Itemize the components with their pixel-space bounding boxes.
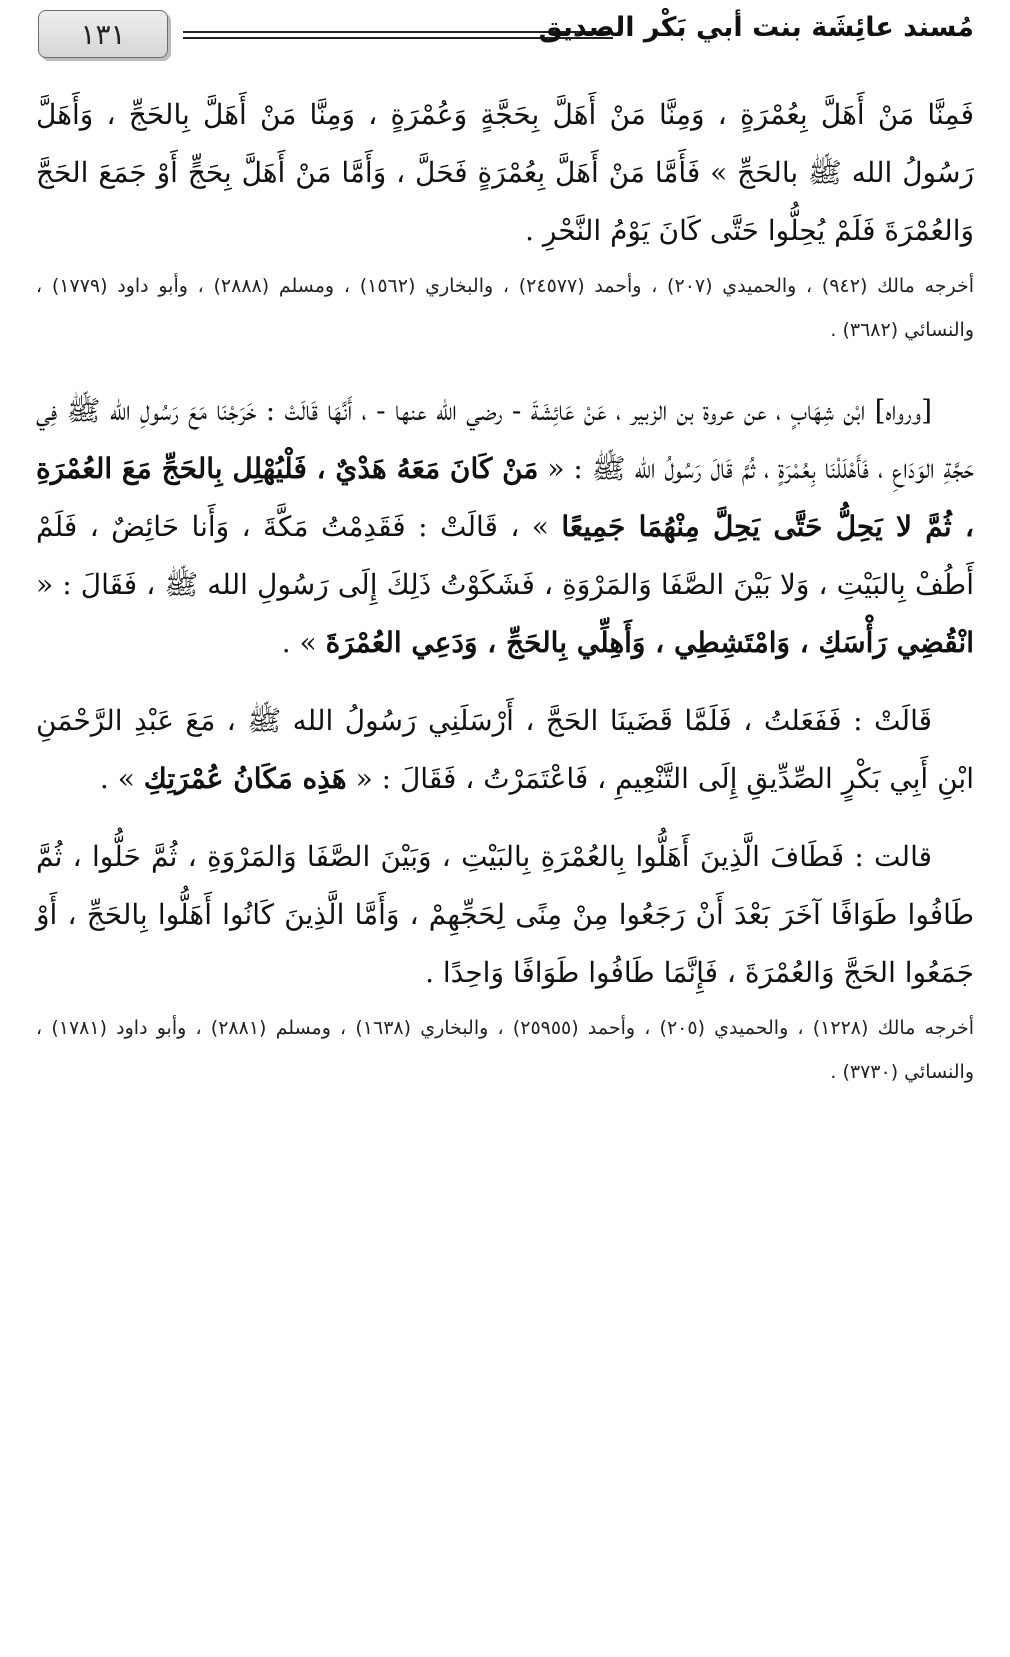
paragraph-2	[36, 382, 974, 672]
hadith-quote-2: انْقُضِي رَأْسَكِ ، وَامْتَشِطِي ، وَأَهِلِّي بِالحَجِّ ، وَدَعِي العُمْرَةَ	[325, 626, 974, 659]
paragraph-3-text-c: » .	[99, 762, 135, 795]
paragraph-4: قالت : فَطَافَ الَّذِينَ أَهَلُّوا بِالعُمْرَةِ بِالبَيْتِ ، وَبَيْنَ الصَّفَا وَالمَرْوَةِ ، ثُمَّ حَلُّوا ، ثُمَّ طَافُوا طَوَافًا آخَرَ بَعْدَ أَنْ رَجَعُوا مِنْ مِنًى لِحَجِّهِمْ ، وَأَمَّا الَّذِينَ كَانُوا أَهَلُّوا بِالحَجِّ ، أَوْ جَمَعُوا الحَجَّ وَالعُمْرَةَ ، فَإِنَّمَا طَافُوا طَوَافًا وَاحِدًا .	[36, 840, 974, 989]
page-header	[38, 10, 974, 66]
footnote-1: أخرجه مالك (٩٤٢) ، والحميدي (٢٠٧) ، وأحمد (٢٤٥٧٧) ، والبخاري (١٥٦٢) ، ومسلم (٢٨٨٨) ، وأبو داود (١٧٧٩) ، والنسائي (٣٦٨٢) .	[36, 275, 975, 341]
hadith-quote-3: هَذِه مَكَانُ عُمْرَتِكِ	[143, 762, 347, 795]
paragraph-2-text-e: » .	[281, 626, 317, 659]
page-number: ١٣١	[38, 10, 168, 58]
running-title: مُسند عائِشَة بنت أبي بَكْر الصديق	[538, 12, 974, 43]
page-body	[36, 86, 974, 1094]
paragraph-3	[36, 692, 974, 808]
footnote-2: أخرجه مالك (١٢٢٨) ، والحميدي (٢٠٥) ، وأحمد (٢٥٩٥٥) ، والبخاري (١٦٣٨) ، ومسلم (٢٨٨١) ، وأبو داود (١٧٨١) ، والنسائي (٣٧٣٠) .	[36, 1017, 974, 1083]
paragraph-2-text-c: » ، قَالَتْ : فَقَدِمْتُ مَكَّةَ ، وَأَنا حَائِضٌ ، فَلَمْ أَطُفْ بِالبَيْتِ ، وَلا بَيْنَ الصَّفَا وَالمَرْوَةِ ، فَشَكَوْتُ ذَلِكَ إِلَى رَسُولِ الله ﷺ ، فَقَالَ : «	[36, 510, 974, 601]
paragraph-1: فَمِنَّا مَنْ أَهَلَّ بِعُمْرَةٍ ، وَمِنَّا مَنْ أَهَلَّ بِحَجَّةٍ وَعُمْرَةٍ ، وَمِنَّا مَنْ أَهَلَّ بِالحَجِّ ، وَأَهَلَّ رَسُولُ الله ﷺ بالحَجِّ » فَأَمَّا مَنْ أَهَلَّ بِعُمْرَةٍ فَحَلَّ ، وَأَمَّا مَنْ أَهَلَّ بِحَجٍّ أَوْ جَمَعَ الحَجَّ وَالعُمْرَةَ فَلَمْ يُحِلُّوا حَتَّى كَانَ يَوْمُ النَّحْرِ .	[36, 98, 974, 247]
paragraph-2-text-a: [ورواه] ابْن شِهَابٍ ، عن عروة بن الزبير ، عَنْ عَائِشَةَ - رضي الله عنها - ، أَنَّهَا قَالَتْ : خَرَجْنَا مَعَ رَسُولِ الله ﷺ فِي حَجَّةِ الوَدَاعِ ، فَأَهْلَلْنَا بِعُمْرَةٍ ، ثُمَّ قَالَ رَسُولُ الله ﷺ : «	[36, 394, 974, 485]
paragraph-3-text-a: قَالَتْ : فَفَعَلتُ ، فَلَمَّا قَضَينَا الحَجَّ ، أَرْسَلَنِي رَسُولُ الله ﷺ ، مَعَ عَبْدِ الرَّحْمَنِ ابْنِ أَبِي بَكْرٍ الصِّدِّيقِ إِلَى التَّنْعِيمِ ، فَاعْتَمَرْتُ ، فَقَالَ : «	[36, 704, 974, 795]
hadith-quote-1: مَنْ كَانَ مَعَهُ هَدْيٌ ، فَلْيُهْلِل بِالحَجِّ مَعَ العُمْرَةِ ، ثُمَّ لا يَحِلُّ حَتَّى يَحِلَّ مِنْهُمَا جَمِيعًا	[36, 452, 975, 543]
